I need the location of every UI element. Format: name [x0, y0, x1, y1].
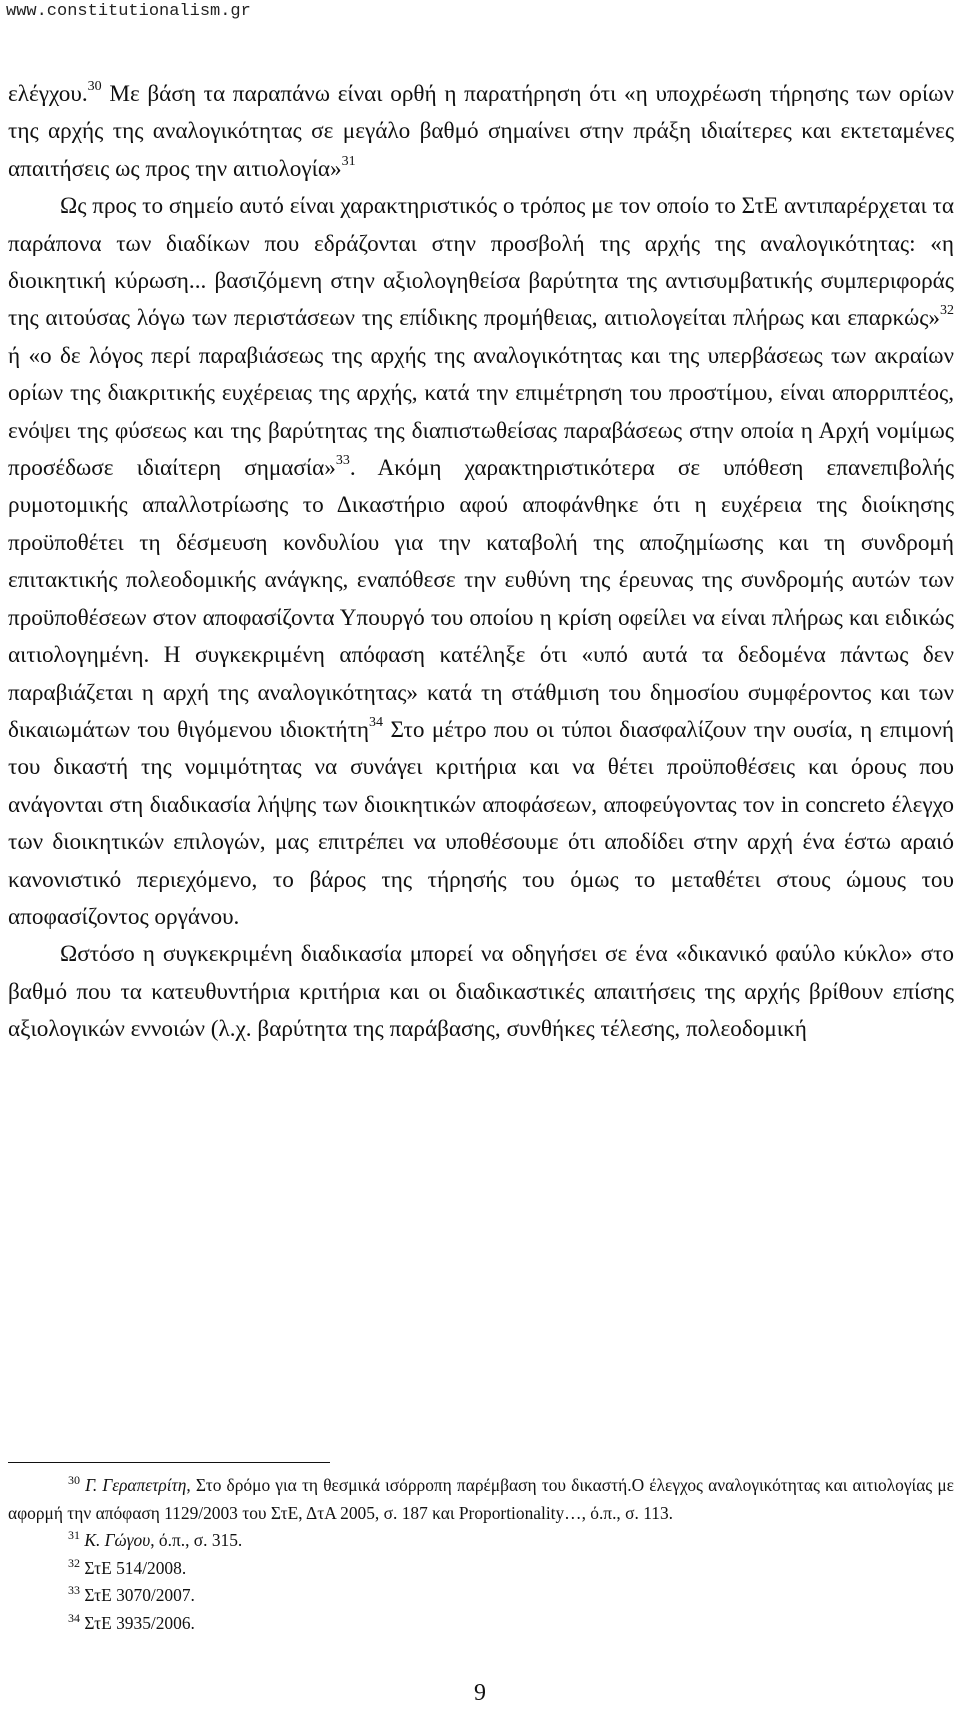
footnote-author: Γ. Γεραπετρίτη	[80, 1475, 187, 1495]
footnote-30	[8, 1472, 954, 1527]
footnote-ref-31[interactable]: 31	[341, 153, 356, 169]
page-number: 9	[474, 1680, 486, 1706]
footnote-text: , Στο δρόμο για τη θεσμικά ισόρροπη παρέμβαση του δικαστή.Ο έλεγχος αναλογικότητας και αιτιολογίας με αφορμή την απόφαση 1129/2003 του ΣτΕ, ΔτΑ 2005, σ. 187 και Proportionality…, ό.π., σ. 113.	[8, 1475, 954, 1523]
footnote-33	[8, 1582, 954, 1610]
footnotes	[8, 1472, 954, 1638]
footnote-text: , ό.π., σ. 315.	[150, 1530, 243, 1551]
footnote-ref-32[interactable]: 32	[940, 303, 954, 319]
paragraph-text: . Ακόμη χαρακτηριστικότερα σε υπόθεση επανεπιβολής ρυμοτομικής απαλλοτρίωσης το Δικαστήριο αφού αποφάνθηκε ότι η ευχέρεια της διοίκησης προϋποθέτει τη δέσμευση κονδυλίου για την καταβολή της αποζημίωσης και τη συνδρομή επιτακτικής πολεοδομικής ανάγκης, εναπόθεσε την ευθύνη της έρευνας της συνδρομής αυτών των προϋποθέσεων στον αποφασίζοντα Υπουργό του οποίου η κρίση οφείλει να είναι πλήρως και ειδικώς αιτιολογημένη. Η συγκεκριμένη απόφαση κατέληξε ότι «υπό αυτά τα δεδομένα πάντως δεν παραβιάζεται η αρχή της αναλογικότητας» κατά τη στάθμιση του δημοσίου συμφέροντος και των δικαιωμάτων του θιγόμενου ιδιοκτήτη	[8, 455, 954, 743]
footnote-number: 34	[68, 1610, 80, 1625]
paragraph-text: Στο μέτρο που οι τύποι διασφαλίζουν την ουσία, η επιμονή του δικαστή της νομιμότητας να συνάγει κριτήρια και να θέτει προϋποθέσεις και όρους που ανάγονται στη διαδικασία λήψης των διοικητικών αποφάσεων, αποφεύγοντας τον in concreto έλεγχο των διοικητικών επιλογών, μας επιτρέπει να υποθέσουμε ότι αποδίδει στην αρχή ένα έστω αραιό κανονιστικό περιεχόμενο, το βάρος της τήρησής του όμως το μεταθέτει στους ώμους του αποφασίζοντος οργάνου.	[8, 716, 955, 930]
paragraph-3: Ωστόσο η συγκεκριμένη διαδικασία μπορεί να οδηγήσει σε ένα «δικανικό φαύλο κύκλο» στο βαθμό που τα κατευθυντήρια κριτήρια και οι διαδικαστικές απαιτήσεις της αρχής βρίθουν επίσης αξιολογικών εννοιών (λ.χ. βαρύτητα της παράβασης, συνθήκες τέλεσης, πολεοδομική	[8, 941, 954, 1043]
footnote-31	[8, 1527, 954, 1555]
paragraph-text: ή «ο δε λόγος περί παραβιάσεως της αρχής της αναλογικότητας και της υπερβάσεως των ακραίων ορίων της διακριτικής ευχέρειας της αρχής, κατά την επιμέτρηση του προστίμου, είναι απορριπτέος, ενόψει της φύσεως και της βαρύτητας της διαπιστωθείσας παραβάσεως στην οποία η Αρχή νομίμως προσέδωσε ιδιαίτερη σημασία»	[8, 342, 954, 482]
footnote-number: 33	[68, 1583, 80, 1598]
footnote-text: ΣτΕ 3070/2007.	[80, 1585, 195, 1606]
paragraph-2	[8, 188, 954, 936]
footnote-ref-33[interactable]: 33	[335, 453, 350, 469]
footnote-author: Κ. Γώγου	[80, 1530, 151, 1551]
paragraph-text: Ως προς το σημείο αυτό είναι χαρακτηριστικός ο τρόπος με τον οποίο το ΣτΕ αντιπαρέρχεται τα παράπονα των διαδίκων που εδράζονται στην προσβολή της αρχής της αναλογικότητας: «η διοικητική κύρωση... βασιζόμενη στην αξιολογηθείσα βαρύτητα της αντισυμβατικής συμπεριφοράς της αιτούσας λόγω των περιστάσεων της επίδικης προμήθειας, αιτιολογείται πλήρως και επαρκώς»	[8, 193, 954, 332]
paragraph-text: ελέγχου.	[8, 81, 88, 107]
footnote-ref-34[interactable]: 34	[369, 714, 384, 730]
footnote-number: 31	[68, 1528, 80, 1543]
footnote-separator	[8, 1462, 330, 1463]
paragraph-text: Με βάση τα παραπάνω είναι ορθή η παρατήρηση ότι «η υποχρέωση τήρησης των ορίων της αρχής της αναλογικότητας σε μεγάλο βαθμό σημαίνει στην πράξη ιδιαίτερες και εκτεταμένες απαιτήσεις ως προς την αιτιολογία»	[8, 81, 954, 182]
footnote-ref-30[interactable]: 30	[87, 79, 102, 94]
footnote-text: ΣτΕ 514/2008.	[80, 1557, 187, 1578]
footnote-number: 30	[68, 1473, 80, 1487]
footnote-number: 32	[68, 1555, 80, 1570]
paragraph-1	[8, 76, 954, 188]
site-url: www.constitutionalism.gr	[6, 2, 251, 21]
page-body	[8, 76, 954, 1049]
footnote-34	[8, 1610, 954, 1638]
footnote-text: ΣτΕ 3935/2006.	[80, 1612, 195, 1633]
footnote-32	[8, 1555, 954, 1583]
